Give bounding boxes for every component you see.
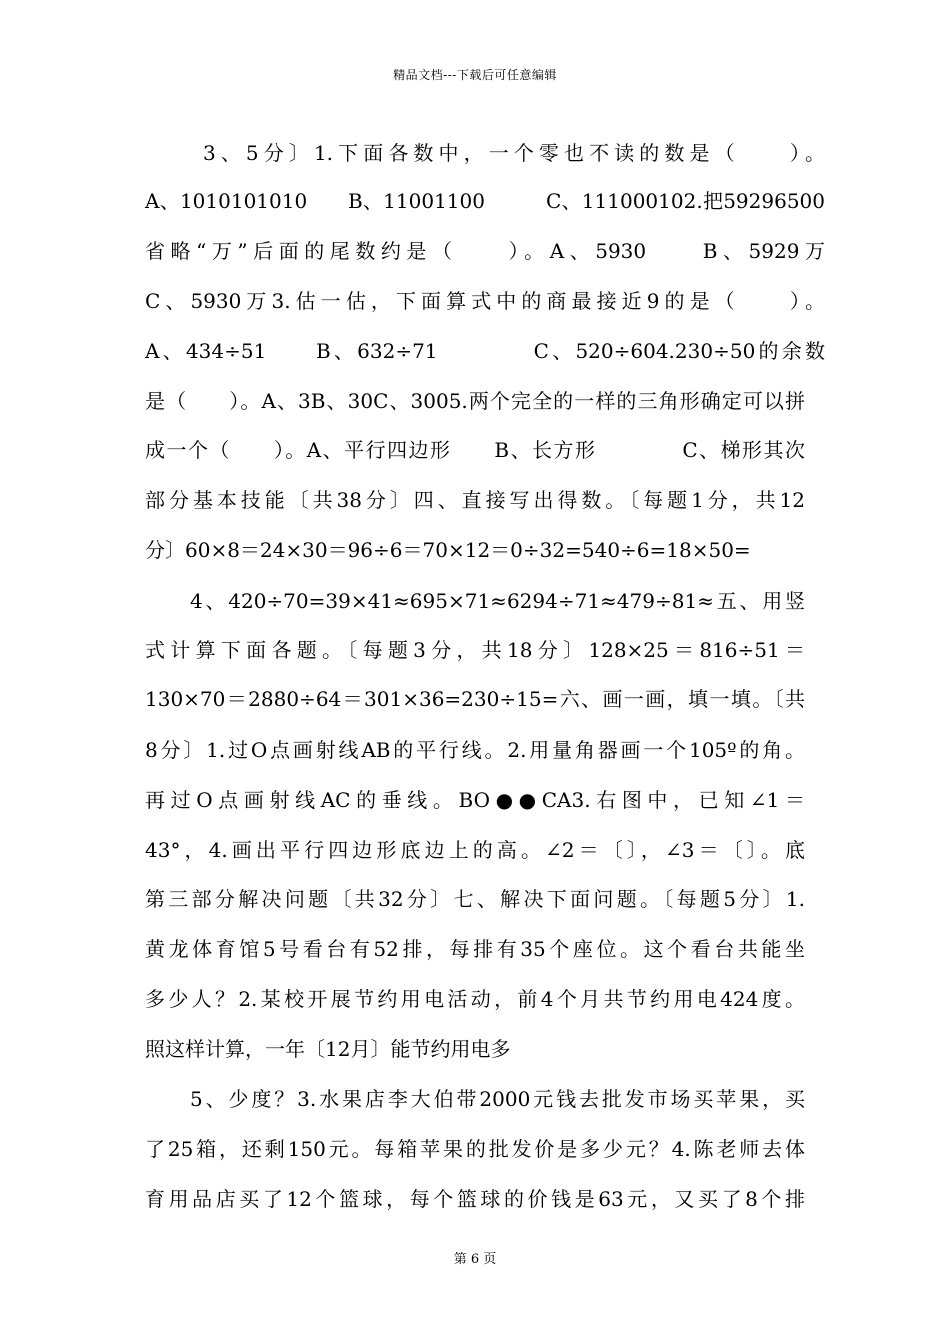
text-line: 4、420÷70=39×41≈695×71≈6294÷71≈479÷81≈五、用竖 [190,589,805,613]
text-line: 多少人？2.某校开展节约用电活动，前4个月共节约用电424度。 [145,987,805,1011]
text-line: 43°，4.画出平行四边形底边上的高。∠2＝〔〕，∠3＝〔〕。底 [145,838,805,862]
text-line: 式计算下面各题。〔每题3分，共18分〕128×25＝816÷51＝ [145,638,805,662]
text-line: A、1010101010 B、11001100 C、111000102.把59296500 [145,189,825,213]
text-line: 8分〕1.过O点画射线AB的平行线。2.用量角器画一个105º的角。 [145,738,805,762]
text-line: 是（ ）。A、3B、30C、3005.两个完全的一样的三角形确定可以拼 [145,389,805,413]
text-line: 了25箱，还剩150元。每箱苹果的批发价是多少元？4.陈老师去体 [145,1137,805,1161]
page-header: 精品文档---下载后可任意编辑 [393,68,557,82]
text-line: 130×70＝2880÷64＝301×36=230÷15=六、画一画，填一填。〔共 [145,687,805,711]
text-line: C、5930万3.估一估，下面算式中的商最接近9的是（ ）。 [145,289,825,313]
text-line: 黄龙体育馆5号看台有52排，每排有35个座位。这个看台共能坐 [145,937,805,961]
text-line: 部分基本技能〔共38分〕四、直接写出得数。〔每题1分，共12 [145,488,805,512]
page-number: 第 6 页 [453,1252,497,1267]
text-line: 照这样计算，一年〔12月〕能节约用电多 [145,1037,511,1061]
text-line: 再过O点画射线AC的垂线。BO●●CA3.右图中，已知∠1＝ [145,788,805,812]
text-line: 省略“万”后面的尾数约是（ ）。A、5930 B、5929万 [145,239,825,263]
text-line: A、434÷51 B、632÷71 C、520÷604.230÷50的余数 [145,339,825,363]
text-line: 育用品店买了12个篮球，每个篮球的价钱是63元，又买了8个排 [145,1187,805,1211]
text-line: 成一个（ ）。A、平行四边形 B、长方形 C、梯形其次 [145,438,805,462]
text-line: 第三部分解决问题〔共32分〕七、解决下面问题。〔每题5分〕1. [145,887,805,911]
text-line: 5、少度？3.水果店李大伯带2000元钱去批发市场买苹果，买 [190,1087,805,1111]
text-line: 分〕60×8＝24×30＝96÷6＝70×12＝0÷32=540÷6=18×50= [145,538,751,562]
text-line: 3、5分〕1.下面各数中，一个零也不读的数是（ ）。 [203,141,825,165]
